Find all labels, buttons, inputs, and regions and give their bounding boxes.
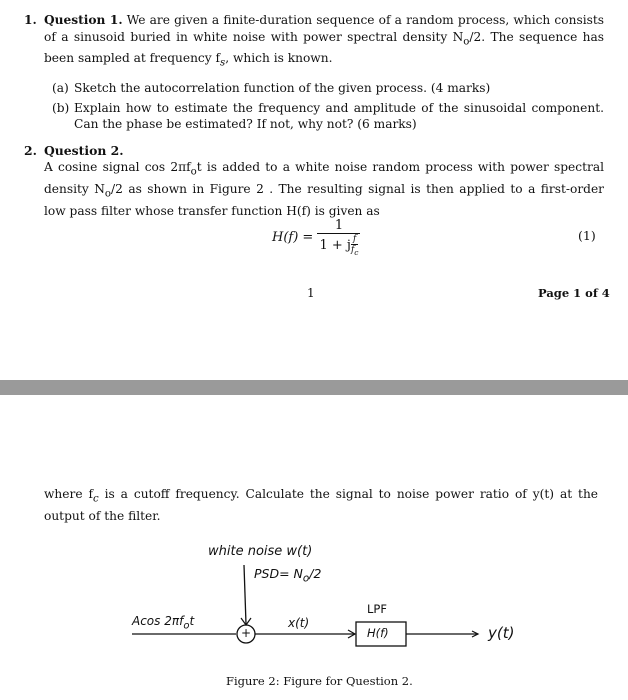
question-1-body: We are given a finite-duration sequence of a random process, which consists of a sinusoid buried in white noise with power spectral density N (44, 13, 605, 44)
equation-numerator: 1 (317, 218, 360, 234)
input-t: t (189, 614, 195, 628)
figure-2-diagram (0, 530, 628, 670)
inner-den-f: f (350, 245, 355, 255)
part-b-text: Explain how to estimate the frequency and amplitude of the sinusoidal component. Can the phase be estimated? If not, why not? (6 marks) (74, 100, 604, 132)
equation-den-text: 1 + j (319, 237, 351, 253)
inner-denominator (351, 245, 359, 257)
sub-o: o (463, 35, 470, 47)
q2-body-2: t is added to a white noise random process with power spectral density N (44, 160, 604, 196)
page-of-label: Page 1 of 4 (538, 286, 610, 300)
x-label: x(t) (288, 616, 310, 630)
part-b-label: (b) (52, 100, 70, 115)
inner-numerator: f (351, 234, 359, 245)
question-1-part-b (24, 100, 604, 133)
question-1 (24, 12, 604, 133)
p2-sub-c: c (92, 493, 99, 505)
page-number: 1 (307, 286, 315, 300)
question-1-part-a (24, 80, 604, 97)
psd-sub: o (302, 572, 310, 585)
question-1-number: 1. (24, 13, 37, 27)
lpf-label: LPF (367, 602, 387, 616)
equation-inner-fraction (351, 234, 359, 257)
equation-denominator (317, 234, 360, 257)
p2-body-2: is a cutoff frequency. Calculate the signal to noise power ratio of y(t) at the output of the filter. (44, 487, 599, 523)
input-label (132, 614, 194, 631)
page-divider (0, 380, 628, 395)
q2-sub-o-2: o (104, 188, 112, 200)
question-2-number: 2. (24, 143, 37, 158)
equation-lhs: H(f) = (272, 229, 314, 245)
q2-sub-o: o (190, 166, 197, 178)
figure-2 (0, 530, 628, 670)
psd-text: PSD= N (254, 566, 303, 581)
question-1-body-2: /2. The sequence has been sampled at frequency f (44, 29, 605, 66)
equation-1 (272, 218, 360, 257)
equation-number: (1) (578, 228, 596, 243)
question-2-text (24, 159, 604, 219)
psd-den: 2 (313, 566, 322, 581)
adder-symbol: + (241, 626, 252, 640)
output-label: y(t) (488, 624, 515, 642)
question-2-title: Question 2. (44, 143, 124, 158)
filter-label: H(f) (367, 626, 389, 640)
part-a-label: (a) (52, 81, 69, 96)
p2-body-1: where f (44, 487, 93, 501)
question-1-body-3: , which is known. (225, 51, 333, 66)
question-2 (24, 142, 604, 219)
figure-caption: Figure 2: Figure for Question 2. (226, 674, 413, 688)
noise-label: white noise w(t) (208, 544, 313, 559)
noise-line (244, 565, 246, 624)
q2-body-3: /2 as shown in Figure 2 . The resulting signal is then applied to a first-order low pass filter whose transfer function H(f) is given as (44, 181, 604, 218)
sub-s: s (220, 57, 226, 69)
equation-fraction (317, 218, 360, 257)
psd-label: $PSD= N_o/2$ (254, 566, 322, 585)
q2-body-1: A cosine signal cos 2πf (44, 160, 191, 174)
question-1-title: Question 1. (44, 13, 123, 27)
input-text: Acos 2πf (132, 614, 184, 628)
part-a-text: Sketch the autocorrelation function of the given process. (4 marks) (74, 81, 491, 96)
page2-text (44, 486, 598, 524)
inner-den-sub: c (354, 247, 359, 257)
question-1-text (24, 12, 604, 72)
input-sub: o (183, 620, 190, 632)
question-2-heading (24, 142, 604, 159)
